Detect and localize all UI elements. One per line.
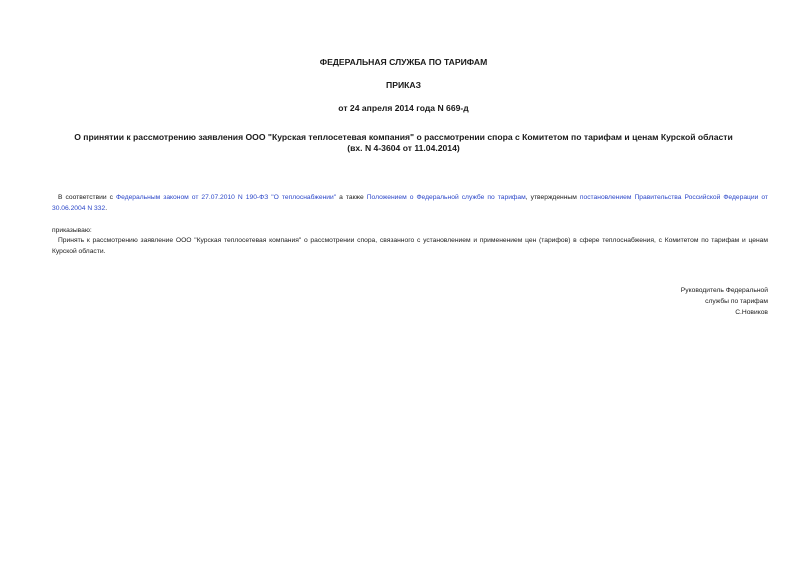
order-paragraph: Принять к рассмотрению заявление ООО "Курская теплосетевая компания" о рассмотрении спора, связанного с установлением и применением цен (тарифов) в сфере теплоснабжения, с Комитетом по тарифам и ценам Курской области. [52, 237, 768, 255]
order-label: приказываю: [52, 227, 92, 234]
signature-position-line-2: службы по тарифам [705, 297, 768, 305]
document-title-line-1: О принятии к рассмотрению заявления ООО "Курская теплосетевая компания" о рассмотрении спора с Комитетом по тарифам и ценам Курской области [74, 132, 733, 142]
signature-name: С.Новиков [735, 308, 768, 316]
document-title [0, 132, 807, 154]
preamble-text-2: а также [336, 194, 367, 201]
agency-name: ФЕДЕРАЛЬНАЯ СЛУЖБА ПО ТАРИФАМ [319, 57, 488, 67]
preamble-paragraph [52, 193, 768, 214]
preamble-text-4: . [105, 204, 108, 212]
document-date-number: от 24 апреля 2014 года N 669-д [338, 103, 469, 113]
document-type: ПРИКАЗ [386, 80, 421, 90]
government-resolution-link[interactable]: постановлением Правительства Российской Федерации от 30.06.2004 N 332 [52, 194, 768, 212]
signature-position-line-1: Руководитель Федеральной [680, 287, 768, 294]
preamble-text-1: В соответствии с [58, 194, 117, 201]
fst-regulation-link[interactable]: Положением о Федеральной службе по тарифам [366, 194, 526, 201]
document-title-line-2: (вх. N 4-3604 от 11.04.2014) [347, 143, 460, 153]
federal-law-link[interactable]: Федеральным законом от 27.07.2010 N 190-ФЗ "О теплоснабжении" [116, 194, 337, 201]
preamble-text-3: , утвержденным [525, 194, 580, 201]
signature-block [681, 286, 768, 318]
